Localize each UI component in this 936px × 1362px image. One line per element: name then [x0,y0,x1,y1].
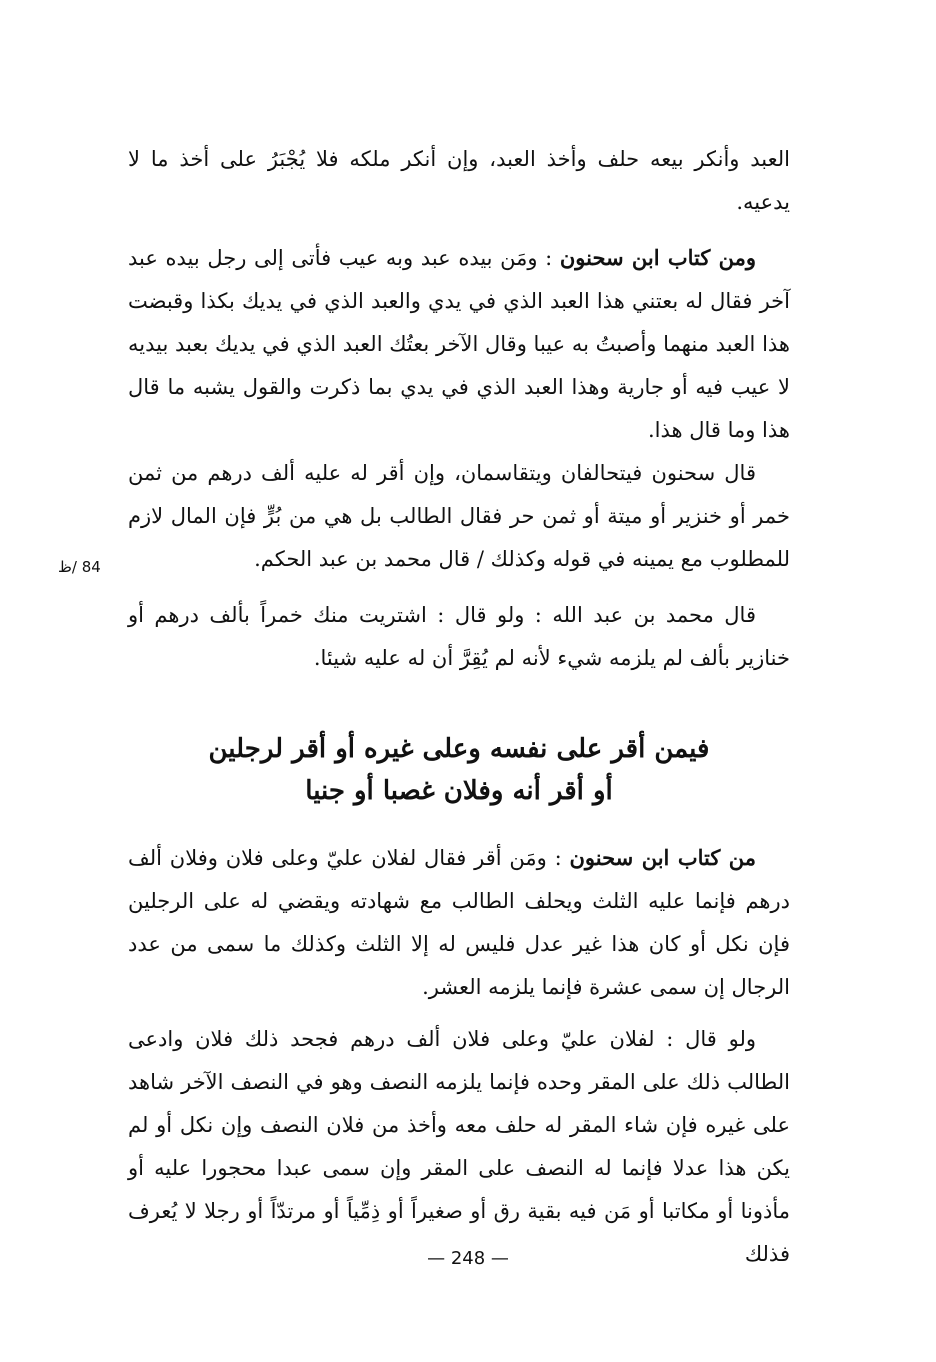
paragraph-3 [128,452,790,581]
section-heading-line-1: فيمن أقر على نفسه وعلى غيره أو أقر لرجلين [208,734,710,764]
section-heading-line-2: أو أقر أنه وفلان غصبا أو جنيا [305,776,613,806]
paragraph-4-text: قال محمد بن عبد الله : ولو قال : اشتريت منك خمراً بألف درهم أو خنازير بألف لم يلزمه شيء لأنه لم يُقِرَّ أن له عليه شيئا. [128,603,790,670]
source-heading-ibn-sahnun-2: من كتاب ابن سحنون [569,845,756,870]
paragraph-5-text: : ومَن أقر فقال لفلان عليّ وعلى فلان وفلان ألف درهم فإنما عليه الثلث ويحلف الطالب مع شهادته ويقضي له على الرجلين فإن نكل أو كان هذا غير عدل فليس له إلا الثلث وكذلك ما سمى من عدد الرجال إن سمى عشرة فإنما يلزمه العشر. [128,846,790,999]
paragraph-4 [128,594,790,680]
paragraph-6 [128,1018,790,1276]
section-heading [128,728,790,812]
paragraph-1 [128,138,790,224]
paragraph-1-text: العبد وأنكر بيعه حلف وأخذ العبد، وإن أنكر ملكه فلا يُجْبَرُ على أخذ ما لا يدعيه. [128,147,790,214]
source-heading-ibn-sahnun: ومن كتاب ابن سحنون [559,245,756,270]
page-number: — 248 — [427,1248,509,1269]
paragraph-2-text: : ومَن بيده عبد وبه عيب فأتى إلى رجل بيده عبد آخر فقال له بعتني هذا العبد الذي في يدي والعبد الذي في يديك بكذا وقبضت هذا العبد منهما وأصبتُ به عيبا وقال الآخر بعتُك العبد الذي في يديك بعبد بيديه لا عيب فيه أو جارية وهذا العبد الذي في يدي بما ذكرت والقول يشبه ما قال هذا وما قال هذا. [128,246,790,442]
paragraph-6-text: ولو قال : لفلان عليّ وعلى فلان ألف درهم فجحد ذلك فلان وادعى الطالب ذلك على المقر وحده فإنما يلزمه النصف وهو في النصف الآخر شاهد على غيره فإن شاء المقر له حلف معه وأخذ من فلان النصف وإن نكل أو لم يكن هذا عدلا فإنما له النصف على المقر وإن سمى عبدا محجورا عليه أو مأذونا أو مكاتبا أو مَن فيه بقية رق أو صغيراً أو ذِمِّياً أو مرتدّاً أو رجلا لا يُعرف فذلك [128,1027,790,1266]
manuscript-folio-note: 84 /ظ [58,558,101,576]
paragraph-3-text: قال سحنون فيتحالفان ويتقاسمان، وإن أقر له عليه ألف درهم من ثمن خمر أو خنزير أو ميتة أو ثمن حر فقال الطالب بل هي من بُرٍّ فإن المال لازم للمطلوب مع يمينه في قوله وكذلك / قال محمد بن عبد الحكم. [128,461,790,571]
paragraph-2 [128,236,790,452]
paragraph-5 [128,836,790,1009]
